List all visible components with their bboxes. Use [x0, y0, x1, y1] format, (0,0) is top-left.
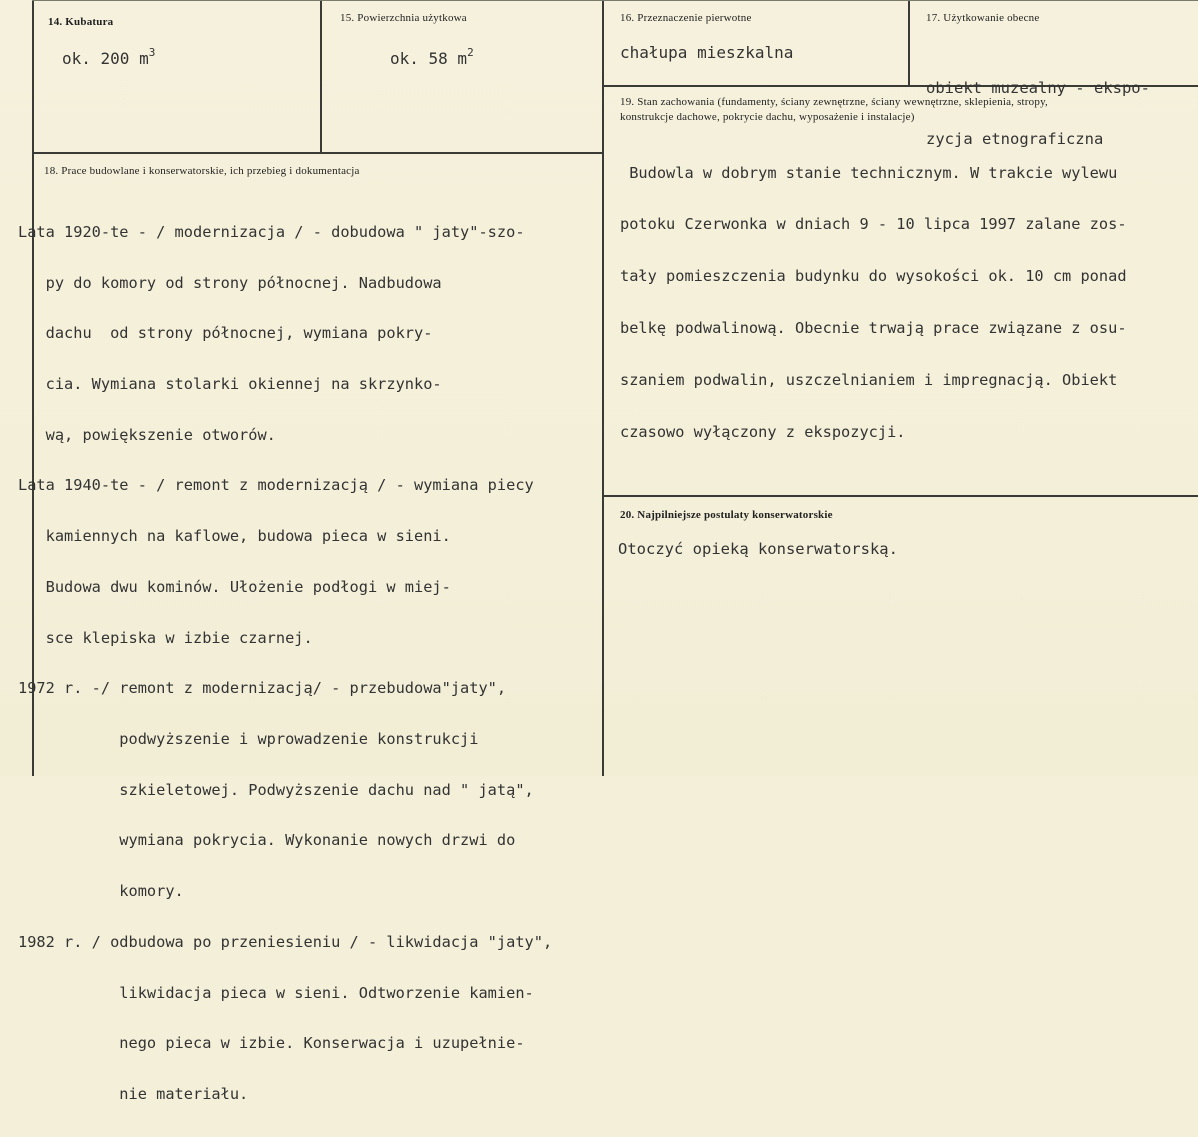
field-19-line: czasowo wyłączony z ekspozycji. — [620, 423, 906, 442]
field-19-line: belkę podwalinową. Obecnie trwają prace związane z osu- — [620, 319, 1127, 338]
field-19-line: szaniem podwalin, uszczelnianiem i impregnacją. Obiekt — [620, 371, 1118, 390]
field-19-label — [620, 95, 1048, 125]
field-15-label: 15. Powierzchnia użytkowa — [340, 12, 467, 24]
field-18-line: wymiana pokrycia. Wykonanie nowych drzwi do — [18, 831, 516, 850]
field-14-unit-exponent: 3 — [148, 46, 156, 59]
field-15-value-text: ok. 58 m — [390, 49, 468, 68]
divider-center — [602, 0, 604, 776]
field-18-line: szkieletowej. Podwyższenie dachu nad " jatą", — [18, 780, 534, 799]
field-17-line: obiekt muzealny - ekspo- — [926, 79, 1150, 97]
field-15-unit-exponent: 2 — [467, 46, 474, 59]
field-18-line: nie materiału. — [18, 1085, 249, 1104]
divider-14-15 — [320, 0, 322, 153]
field-14-value-text: ok. 200 m — [62, 49, 149, 68]
field-14-label: 14. Kubatura — [48, 16, 114, 28]
field-18-line: Lata 1920-te - / modernizacja / - dobudowa " jaty"-szo- — [18, 222, 525, 241]
field-18-line: podwyższenie i wprowadzenie konstrukcji — [18, 730, 479, 748]
field-18-line: Budowa dwu kominów. Ułożenie podłogi w miej- — [18, 577, 451, 596]
field-20-label: 20. Najpilniejsze postulaty konserwatorskie — [620, 509, 833, 521]
field-18-line: cia. Wymiana stolarki okiennej na skrzynko- — [18, 374, 442, 393]
field-17-line: zycja etnograficzna — [926, 130, 1104, 148]
field-19-value — [620, 130, 1127, 476]
field-18-line: Lata 1940-te - / remont z modernizacją / - wymiana piecy — [18, 476, 534, 495]
field-16-value: chałupa mieszkalna — [620, 43, 794, 62]
field-18-line: kamiennych na kaflowe, budowa pieca w sieni. — [18, 527, 451, 546]
field-19-label-line: 19. Stan zachowania (fundamenty, ściany zewnętrzne, ściany wewnętrzne, sklepienia, stropy, — [620, 96, 1049, 108]
field-14-value — [62, 46, 156, 69]
divider-19-20 — [602, 495, 1198, 497]
field-18-line: py do komory od strony północnej. Nadbudowa — [18, 273, 442, 292]
field-18-line: 1972 r. -/ remont z modernizacją/ - przebudowa"jaty", — [18, 679, 507, 698]
field-18-line: komory. — [18, 882, 184, 901]
field-20-value: Otoczyć opieką konserwatorską. — [618, 540, 898, 558]
field-18-line: likwidacja pieca w sieni. Odtworzenie kamien- — [18, 983, 534, 1002]
field-18-line: sce klepiska w izbie czarnej. — [18, 628, 313, 647]
field-19-line: tały pomieszczenia budynku do wysokości ok. 10 cm ponad — [620, 267, 1127, 286]
field-19-line: Budowla w dobrym stanie technicznym. W trakcie wylewu — [620, 163, 1118, 182]
field-18-line: dachu od strony północnej, wymiana pokry- — [18, 324, 433, 343]
divider-top-left — [32, 152, 602, 154]
field-18-label: 18. Prace budowlane i konserwatorskie, ich przebieg i dokumentacja — [44, 165, 360, 177]
field-18-line: 1982 r. / odbudowa po przeniesieniu / - likwidacja "jaty", — [18, 932, 553, 951]
top-border — [32, 0, 1198, 1]
field-17-label: 17. Użytkowanie obecne — [926, 12, 1040, 24]
field-18-line: wą, powiększenie otworów. — [18, 425, 276, 444]
field-19-label-line: konstrukcje dachowe, pokrycie dachu, wyposażenie i instalacje) — [620, 111, 915, 123]
field-18-value — [18, 190, 552, 1137]
divider-16-17 — [908, 0, 910, 86]
field-19-line: potoku Czerwonka w dniach 9 - 10 lipca 1997 zalane zos- — [620, 215, 1127, 234]
field-18-line: nego pieca w izbie. Konserwacja i uzupełnie- — [18, 1034, 525, 1053]
field-15-value — [390, 46, 474, 69]
field-16-label: 16. Przeznaczenie pierwotne — [620, 12, 752, 24]
